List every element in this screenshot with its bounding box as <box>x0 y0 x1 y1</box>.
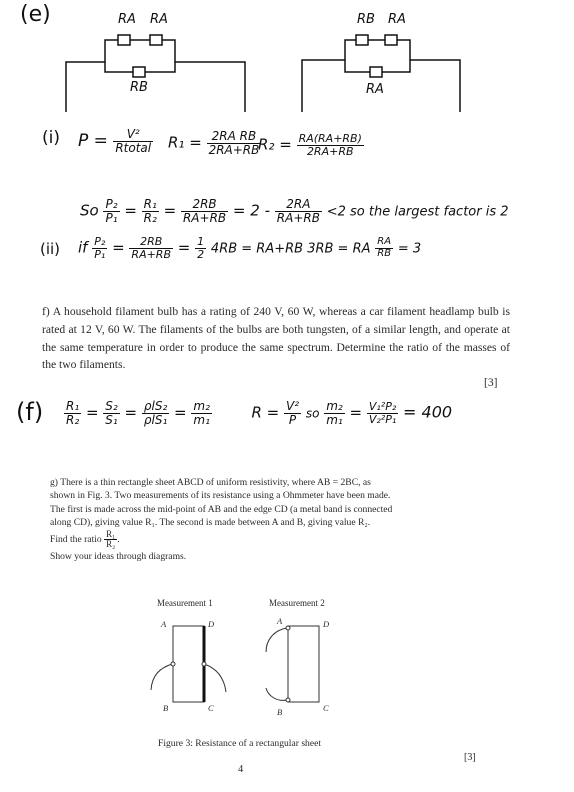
m1-corner-a: A <box>161 619 167 629</box>
m2-corner-c: C <box>323 703 329 713</box>
part-i-label: (i) <box>42 128 60 148</box>
r2-equation: R₂ = $\frac{RA(RA+RB)}{2RA+RB}$ <box>258 132 362 158</box>
question-f-marks: [3] <box>484 376 498 389</box>
question-g-marks: [3] <box>464 752 476 763</box>
power-equation: P = $\frac{\text{V²}}{\text{Rtotal}}$ <box>78 127 152 155</box>
left-circuit-top-label-2: RA <box>150 12 168 27</box>
right-circuit-top-label-2: RA <box>388 12 406 27</box>
r1-equation: R₁ = $\frac{\text{2RA RB}}{2RA+RB}$ <box>168 129 260 157</box>
part-ii-equation: if $\frac{\text{P₂}}{\text{P₁}}$ = $\frac{2RB}{RA+RB}$ = $\frac{1}{2}$ 4RB = RA+RB 3RB = RA $\frac{RA}{RB}$ = 3 <box>78 235 422 261</box>
answer-f-equation: $\frac{\text{R₁}}{\text{R₂}}$ = $\frac{\text{S₂}}{\text{S₁}}$ = $\frac{\text{ρlS₂}}{\text{ρlS₁}}$ = $\frac{\text{m₂}}{\text{m₁}}$ R = $\frac{\text{V²}}{P}$ so $\frac{\text{m₂}}{\text{m₁}}$ = $\frac{\text{V₁²P₂}}{\text{V₂²P₁}}$ = 400 <box>66 399 453 427</box>
m1-corner-b: B <box>163 703 169 713</box>
m2-corner-d: D <box>323 619 330 629</box>
left-circuit-top-label-1: RA <box>118 12 136 27</box>
measurement-2-label: Measurement 2 <box>269 598 325 608</box>
m1-corner-c: C <box>208 703 214 713</box>
figure-3-caption: Figure 3: Resistance of a rectangular sheet <box>158 738 322 749</box>
question-f-text: f) A household filament bulb has a rating of 240 V, 60 W, whereas a car filament headlamp bulb is rated at 12 V, 60 W. The filaments of the bulbs are both tungsten, of a similar length, and operate at the same temperature in order to produce the same spectrum. Determine the ratio of the masses of the two filaments. <box>42 305 510 372</box>
page-number: 4 <box>238 764 244 775</box>
m2-corner-b: B <box>277 707 283 717</box>
m2-corner-a: A <box>277 616 283 626</box>
part-ii-label: (ii) <box>40 240 61 258</box>
right-circuit-bottom-label: RA <box>366 82 384 97</box>
m1-corner-d: D <box>208 619 215 629</box>
question-g-text: g) There is a thin rectangle sheet ABCD of uniform resistivity, where AB = 2BC, as shown in Fig. 3. Two measurements of its resistance using a Ohmmeter have been made. The first is made across the mid-point of AB and the edge CD (a metal band is connected along CD), giving value R₁. The second is made between A and B, giving value R₂. Find the ratio $\frac{\text{R₁}}{\text{R₂}}$ . Show your ideas through diagrams. <box>50 477 393 562</box>
left-circuit-bottom-label: RB <box>130 80 148 95</box>
answer-f-label: (f) <box>16 398 44 426</box>
measurement-1-label: Measurement 1 <box>157 598 213 608</box>
part-e-label: (e) <box>20 2 51 27</box>
right-circuit-top-label-1: RB <box>357 12 375 27</box>
power-ratio-line: So $\frac{\text{P₂}}{\text{P₁}}$ = $\frac{\text{R₁}}{\text{R₂}}$ = $\frac{2RB}{RA+RB}$ = 2 - $\frac{2RA}{RA+RB}$ <2 so the largest factor is 2 <box>80 197 509 225</box>
